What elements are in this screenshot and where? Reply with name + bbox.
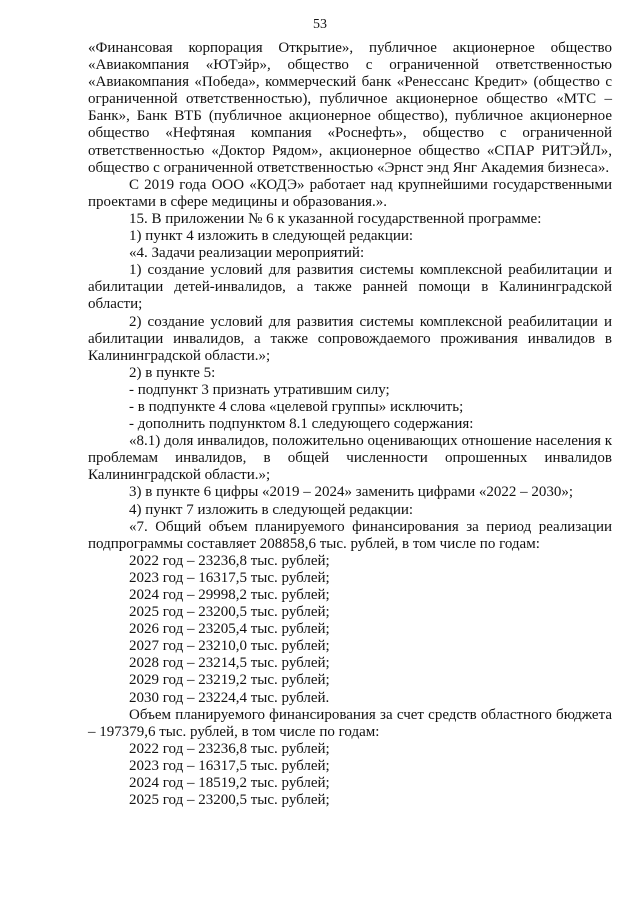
paragraph: 4) пункт 7 изложить в следующей редакции: [129,501,414,518]
list-item: 2027 год – 23210,0 тыс. рублей; [129,638,330,655]
paragraph: 2) создание условий для развития системы комплексной реабилитации и абилитации инвалидов, а также сопровождаемого проживания инвалидов в Калининградской области.»; [88,313,612,364]
list-item: 2025 год – 23200,5 тыс. рублей; [129,604,330,621]
paragraph: - дополнить подпунктом 8.1 следующего содержания: [129,416,474,433]
list-item: 2024 год – 18519,2 тыс. рублей; [129,775,330,792]
paragraph: 2) в пункте 5: [129,364,216,381]
paragraph: С 2019 года ООО «КОДЭ» работает над крупнейшими государственными проектами в сфере медицины и образования.». [88,176,612,210]
list-item: 2022 год – 23236,8 тыс. рублей; [129,552,330,569]
list-item: 2030 год – 23224,4 тыс. рублей. [129,689,330,706]
paragraph: - подпункт 3 признать утратившим силу; [129,381,390,398]
paragraph: «8.1) доля инвалидов, положительно оценивающих отношение населения к проблемам инвалидов, в общей численности опрошенных инвалидов Калининградской области.»; [88,433,612,484]
page-number: 53 [313,17,327,32]
list-item: 2023 год – 16317,5 тыс. рублей; [129,757,330,774]
paragraph: «Финансовая корпорация Открытие», публичное акционерное общество «Авиакомпания «ЮТэйр», общество с ограниченной ответственностью «Авиакомпания «Победа», коммерческий банк «Ренессанс Кредит» (общество с ограниченной ответственностью), публичное акционерное общество «МТС – Банк», Банк ВТБ (публичное акционерное общество), публичное акционерное общество «Нефтяная компания «Роснефть», общество с ограниченной ответственностью «Доктор Рядом», акционерное общество «СПАР РИТЭЙЛ», общество с ограниченной ответственностью «Эрнст энд Янг Академия бизнеса». [88,40,612,176]
paragraph: 1) пункт 4 изложить в следующей редакции: [129,228,414,245]
list-item: 2026 год – 23205,4 тыс. рублей; [129,621,330,638]
list-item: 2023 год – 16317,5 тыс. рублей; [129,569,330,586]
paragraph: 3) в пункте 6 цифры «2019 – 2024» заменить цифрами «2022 – 2030»; [129,484,574,501]
paragraph: «4. Задачи реализации мероприятий: [129,245,365,262]
list-item: 2029 год – 23219,2 тыс. рублей; [129,672,330,689]
paragraph: «7. Общий объем планируемого финансирования за период реализации подпрограммы составляет 208858,6 тыс. рублей, в том числе по годам: [88,518,612,552]
paragraph: 15. В приложении № 6 к указанной государственной программе: [129,210,542,227]
document-body [88,40,612,809]
list-item: 2025 год – 23200,5 тыс. рублей; [129,792,330,809]
list-item: 2022 год – 23236,8 тыс. рублей; [129,740,330,757]
paragraph: 1) создание условий для развития системы комплексной реабилитации и абилитации детей-инвалидов, а также ранней помощи в Калининградской области; [88,262,612,313]
list-item: 2024 год – 29998,2 тыс. рублей; [129,587,330,603]
list-item: 2028 год – 23214,5 тыс. рублей; [129,655,330,672]
paragraph: - в подпункте 4 слова «целевой группы» исключить; [129,398,464,415]
paragraph: Объем планируемого финансирования за счет средств областного бюджета – 197379,6 тыс. рублей, в том числе по годам: [88,706,612,740]
